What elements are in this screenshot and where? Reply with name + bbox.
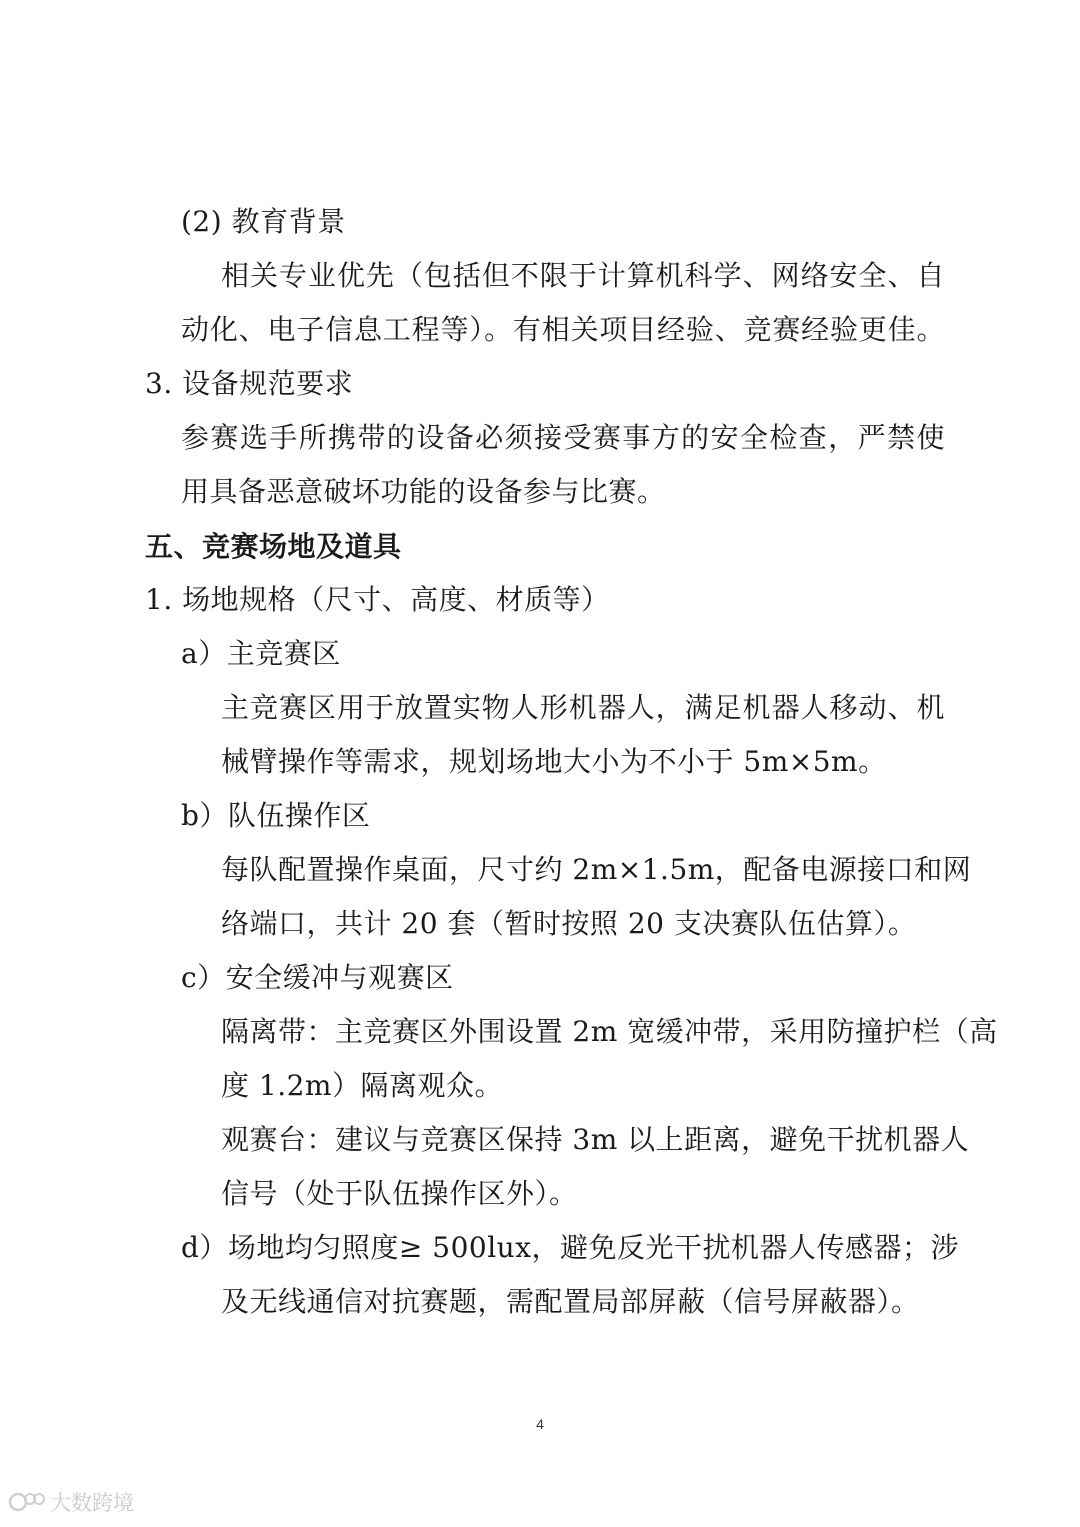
paragraph-line: 参赛选手所携带的设备必须接受赛事方的安全检查，严禁使: [181, 421, 945, 454]
item-heading-lighting: d）场地均匀照度≥ 500lux，避免反光干扰机器人传感器；涉: [181, 1231, 960, 1264]
paragraph-line: 度 1.2m）隔离观众。: [221, 1069, 503, 1102]
paragraph-line: 动化、电子信息工程等）。有相关项目经验、竞赛经验更佳。: [181, 313, 945, 346]
numbered-heading-venue-spec: 1. 场地规格（尺寸、高度、材质等）: [145, 583, 610, 616]
paragraph-line: 相关专业优先（包括但不限于计算机科学、网络安全、自: [221, 259, 945, 292]
paragraph-line: 用具备恶意破坏功能的设备参与比赛。: [181, 475, 666, 508]
item-heading-main-area: a）主竞赛区: [181, 637, 341, 670]
paragraph-line: 隔离带：主竞赛区外围设置 2m 宽缓冲带，采用防撞护栏（高: [221, 1015, 998, 1048]
subsection-heading-education: (2) 教育背景: [181, 205, 346, 238]
watermark-logo-icon: [8, 1489, 46, 1515]
paragraph-line: 每队配置操作桌面，尺寸约 2m×1.5m，配备电源接口和网: [221, 853, 972, 886]
paragraph-line: 络端口，共计 20 套（暂时按照 20 支决赛队伍估算）。: [221, 907, 917, 940]
section-heading-venue: 五、竞赛场地及道具: [145, 530, 402, 563]
paragraph-line: 及无线通信对抗赛题，需配置局部屏蔽（信号屏蔽器）。: [221, 1285, 920, 1318]
watermark: [8, 1487, 134, 1517]
item-heading-team-area: b）队伍操作区: [181, 799, 371, 832]
numbered-heading-device-requirements: 3. 设备规范要求: [145, 367, 354, 400]
paragraph-line: 观赛台：建议与竞赛区保持 3m 以上距离，避免干扰机器人: [221, 1123, 970, 1156]
watermark-text: 大数跨境: [50, 1491, 134, 1515]
paragraph-line: 信号（处于队伍操作区外）。: [221, 1177, 578, 1210]
paragraph-line: 械臂操作等需求，规划场地大小为不小于 5m×5m。: [221, 745, 887, 778]
paragraph-line: 主竞赛区用于放置实物人形机器人，满足机器人移动、机: [221, 691, 945, 724]
page-number: 4: [536, 1416, 544, 1432]
item-heading-safety-area: c）安全缓冲与观赛区: [181, 961, 454, 994]
